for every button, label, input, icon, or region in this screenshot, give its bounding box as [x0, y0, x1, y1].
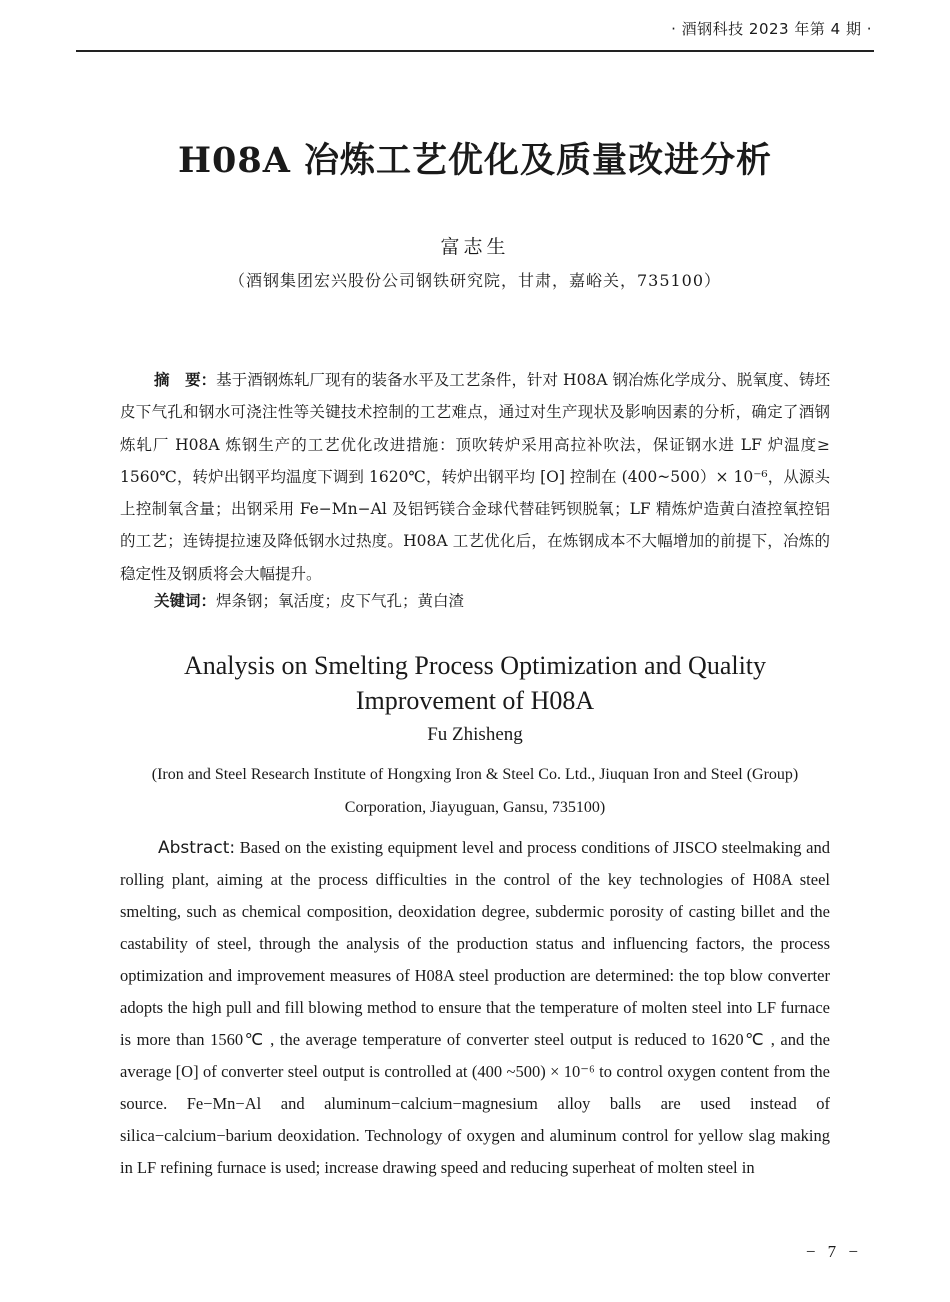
paper-title-en-line1: Analysis on Smelting Process Optimization and Quality [183, 651, 767, 680]
abstract-en-label: Abstract: [158, 838, 236, 858]
paper-title-en-line2: Improvement of H08A [355, 686, 595, 715]
keywords-cn [154, 589, 464, 611]
author-en: Fu Zhisheng [427, 724, 523, 745]
keywords-cn-text: 焊条钢；氧活度；皮下气孔；黄白渣 [216, 592, 465, 610]
page-number: − 7 − [805, 1242, 862, 1261]
running-header: · 酒钢科技 2023 年第 4 期 · [671, 20, 872, 38]
affiliation-en: (Iron and Steel Research Institute of Hongxing Iron & Steel Co. Ltd., Jiuquan Iron and Steel (Group) Corporation, Jiayuguan, Gansu, 735100) [151, 766, 799, 816]
abstract-cn-text: 基于酒钢炼轧厂现有的装备水平及工艺条件，针对 H08A 钢冶炼化学成分、脱氧度、铸坯皮下气孔和钢水可浇注性等关键技术控制的工艺难点，通过对生产现状及影响因素的分析，确定了酒钢炼轧厂 H08A 炼钢生产的工艺优化改进措施：顶吹转炉采用高拉补吹法，保证钢水进 LF 炉温度≥ 1560℃，转炉出钢平均温度下调到 1620℃，转炉出钢平均 [O] 控制在 (400~500）× 10⁻⁶，从源头上控制氧含量；出钢采用 Fe−Mn−Al 及铝钙镁合金球代替硅钙钡脱氧；LF 精炼炉造黄白渣控氧控铝的工艺；连铸提拉速及降低钢水过热度。H08A 工艺优化后，在炼钢成本不大幅增加的前提下，冶炼的稳定性及钢质将会大幅提升。 [120, 371, 830, 583]
header-rule [76, 50, 874, 52]
abstract-en-text: Based on the existing equipment level and process conditions of JISCO steelmaking and rolling plant, aiming at the process difficulties in the control of the key technologies of H08A steel smelting, such as chemical composition, deoxidation degree, subdermic porosity of casting billet and the castability of steel, through the analysis of the production status and influencing factors, the process optimization and improvement measures of H08A steel production are determined: the top blow converter adopts the high pull and fill blowing method to ensure that the temperature of molten steel into LF furnace is more than 1560℃ , the average temperature of converter steel output is reduced to 1620℃ , and the average [O] of converter steel output is controlled at (400 ~500) × 10⁻⁶ to control oxygen content from the source. Fe−Mn−Al and aluminum−calcium−magnesium alloy balls are used instead of silica−calcium−barium deoxidation. Technology of oxygen and aluminum control for yellow slag making in LF refining furnace is used; increase drawing speed and reducing superheat of molten steel in [120, 838, 831, 1177]
author-cn: 富志生 [440, 236, 510, 258]
paper-title-cn: H08A 冶炼工艺优化及质量改进分析 [177, 140, 773, 181]
abstract-cn-label: 摘 要： [154, 371, 217, 389]
abstract-en [120, 832, 830, 1184]
paper-title-en [0, 648, 950, 718]
abstract-cn [120, 364, 830, 590]
keywords-cn-label: 关键词： [154, 592, 217, 610]
affiliation-cn: （酒钢集团宏兴股份公司钢铁研究院，甘肃，嘉峪关，735100） [228, 271, 722, 290]
